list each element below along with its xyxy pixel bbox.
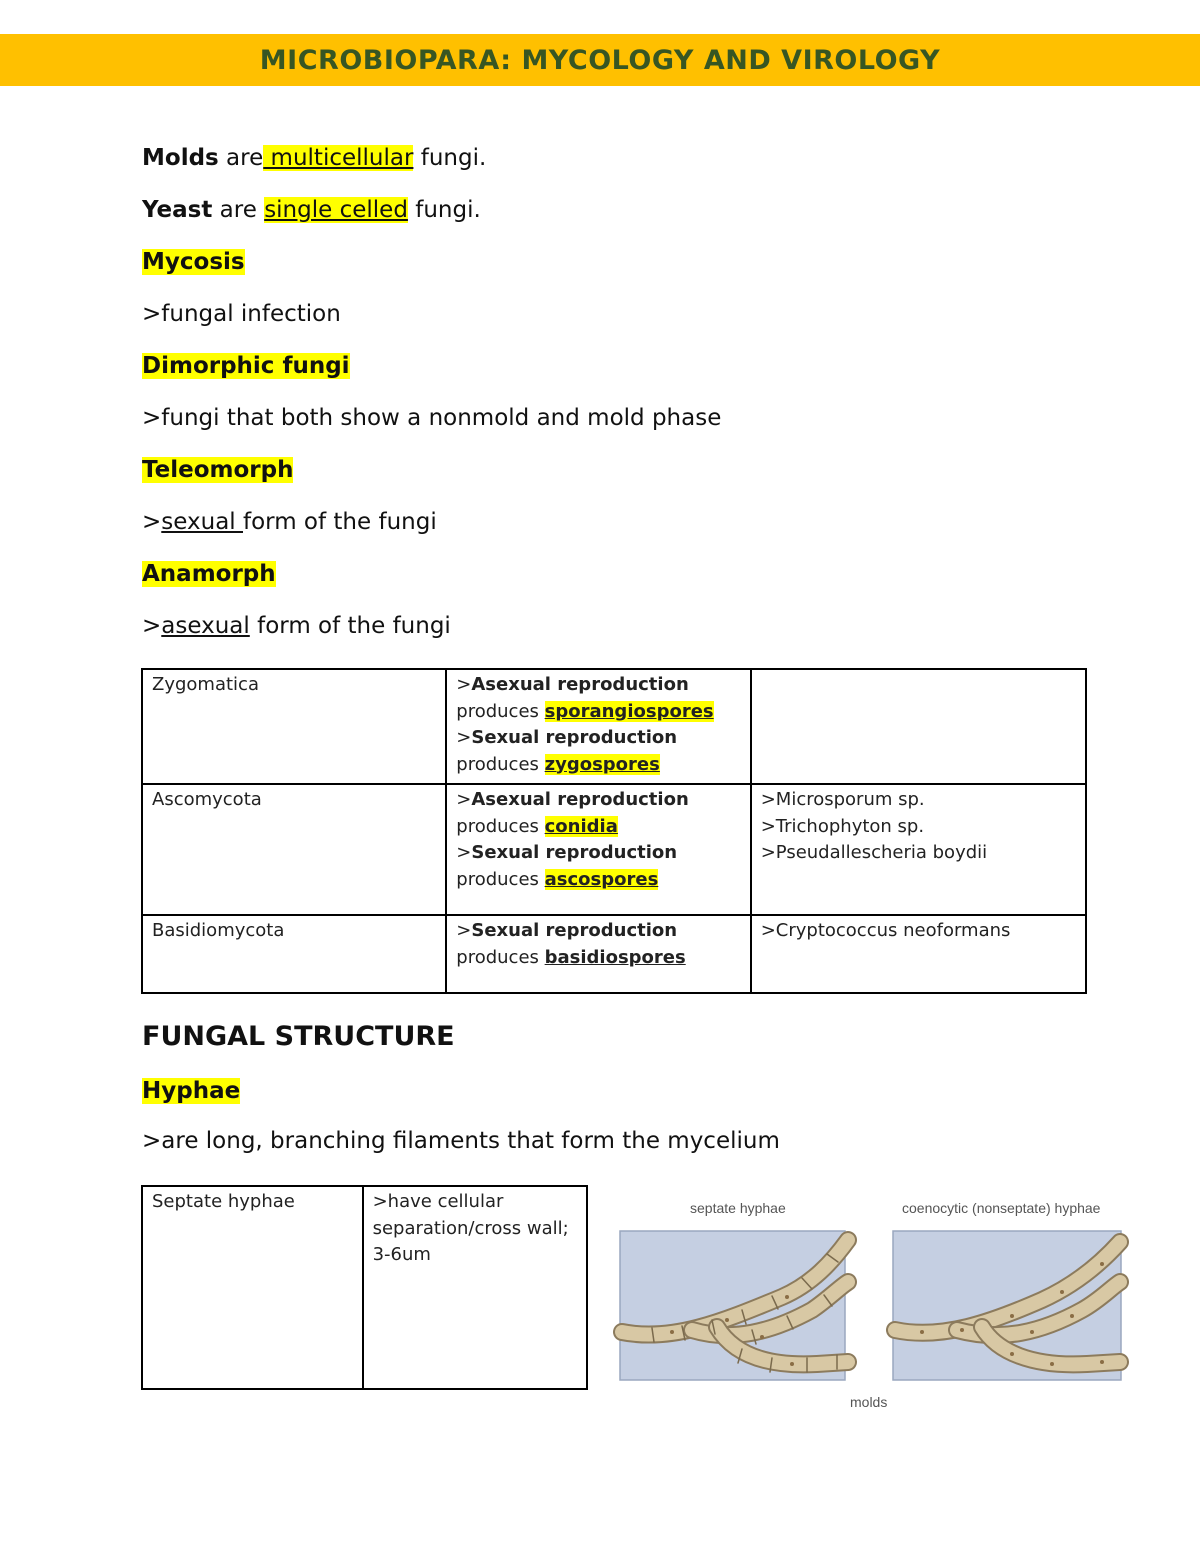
def-rest: form of the fungi bbox=[243, 509, 437, 535]
reproduction-cell bbox=[446, 669, 750, 784]
repro-label: Sexual reproduction bbox=[471, 920, 678, 941]
figure-caption: molds bbox=[850, 1394, 888, 1410]
molds-end: fungi. bbox=[413, 145, 487, 171]
spore-name: basidiospores bbox=[544, 946, 686, 968]
yeast-line bbox=[142, 197, 481, 223]
hyphae-type: Septate hyphae bbox=[142, 1186, 363, 1389]
term-definition bbox=[142, 613, 451, 639]
molds-line bbox=[142, 145, 486, 171]
def-prefix: > bbox=[142, 613, 162, 639]
produces-text: produces bbox=[456, 753, 545, 775]
hyphae-table bbox=[141, 1185, 588, 1390]
def-rest: form of the fungi bbox=[249, 613, 451, 639]
examples-cell bbox=[751, 915, 1086, 993]
hyphae-definition: >are long, branching filaments that form the mycelium bbox=[142, 1128, 780, 1154]
coenocytic-label: coenocytic (nonseptate) hyphae bbox=[902, 1200, 1101, 1216]
yeast-highlight: single celled bbox=[264, 197, 408, 223]
repro-label: Asexual reproduction bbox=[471, 789, 689, 810]
repro-prefix: > bbox=[456, 842, 472, 863]
term-heading-text: Mycosis bbox=[142, 249, 245, 275]
hyphae-figure bbox=[612, 1192, 1152, 1422]
term-definition bbox=[142, 509, 437, 535]
phylum-name: Ascomycota bbox=[142, 784, 446, 915]
def-prefix: >fungal infection bbox=[142, 301, 341, 327]
produces-text: produces bbox=[456, 700, 545, 722]
hyphae-description: >have cellular separation/cross wall; 3-6um bbox=[363, 1186, 587, 1389]
yeast-mid: are bbox=[212, 197, 265, 223]
produces-text: produces bbox=[456, 815, 545, 837]
repro-label: Sexual reproduction bbox=[471, 727, 678, 748]
repro-label: Sexual reproduction bbox=[471, 842, 678, 863]
header-banner bbox=[0, 34, 1200, 86]
hyphae-illustration bbox=[612, 1192, 1152, 1392]
yeast-end: fungi. bbox=[407, 197, 481, 223]
def-prefix: >fungi that both show a nonmold and mold phase bbox=[142, 405, 722, 431]
examples-cell bbox=[751, 784, 1086, 915]
repro-label: Asexual reproduction bbox=[471, 674, 689, 695]
repro-prefix: > bbox=[456, 920, 472, 941]
spore-name: ascospores bbox=[544, 868, 659, 890]
term-heading bbox=[142, 249, 245, 275]
section-title: FUNGAL STRUCTURE bbox=[142, 1021, 455, 1052]
example-organism: >Pseudallescheria boydii bbox=[760, 842, 988, 863]
reproduction-cell bbox=[446, 784, 750, 915]
molds-mid: are bbox=[218, 145, 264, 171]
reproduction-cell bbox=[446, 915, 750, 993]
spore-name: conidia bbox=[544, 815, 618, 837]
hyphae-heading bbox=[142, 1078, 240, 1104]
term-heading-text: Teleomorph bbox=[142, 457, 294, 483]
spore-name: sporangiospores bbox=[544, 700, 714, 722]
table-row bbox=[142, 915, 1086, 993]
term-heading-text: Anamorph bbox=[142, 561, 276, 587]
repro-prefix: > bbox=[456, 789, 472, 810]
phylum-name: Zygomatica bbox=[142, 669, 446, 784]
def-prefix: > bbox=[142, 509, 162, 535]
term-heading bbox=[142, 561, 276, 587]
produces-text: produces bbox=[456, 946, 545, 968]
repro-prefix: > bbox=[456, 674, 472, 695]
spore-name: zygospores bbox=[544, 753, 660, 775]
example-organism: >Cryptococcus neoformans bbox=[760, 920, 1011, 941]
phylum-name: Basidiomycota bbox=[142, 915, 446, 993]
def-underline: sexual bbox=[161, 509, 243, 535]
table-row bbox=[142, 784, 1086, 915]
molds-highlight: multicellular bbox=[263, 145, 414, 171]
classification-table bbox=[141, 668, 1087, 994]
document-title: MICROBIOPARA: MYCOLOGY AND VIROLOGY bbox=[259, 44, 941, 76]
yeast-term: Yeast bbox=[142, 197, 213, 223]
repro-prefix: > bbox=[456, 727, 472, 748]
term-heading-text: Dimorphic fungi bbox=[142, 353, 350, 379]
examples-cell bbox=[751, 669, 1086, 784]
hyphae-heading-text: Hyphae bbox=[142, 1078, 241, 1104]
produces-text: produces bbox=[456, 868, 545, 890]
term-definition bbox=[142, 405, 721, 431]
term-heading bbox=[142, 353, 350, 379]
term-heading bbox=[142, 457, 293, 483]
term-definition bbox=[142, 301, 341, 327]
example-organism: >Trichophyton sp. bbox=[760, 815, 925, 837]
table-row bbox=[142, 669, 1086, 784]
example-organism: >Microsporum sp. bbox=[760, 789, 925, 810]
table-row bbox=[142, 1186, 587, 1389]
def-underline: asexual bbox=[161, 613, 250, 639]
molds-term: Molds bbox=[142, 145, 219, 171]
septate-label: septate hyphae bbox=[690, 1200, 786, 1216]
